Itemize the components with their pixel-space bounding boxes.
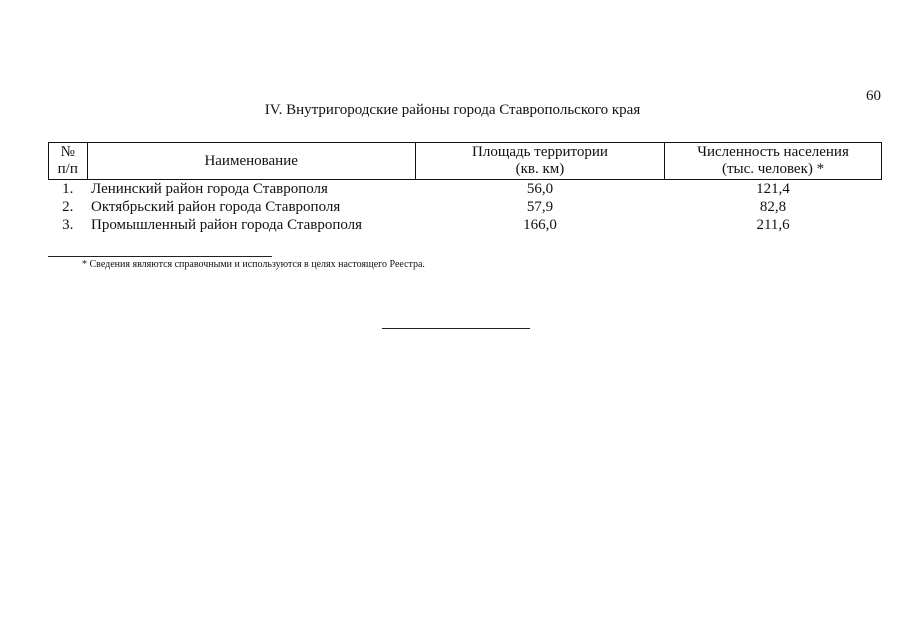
- header-number: № п/п: [49, 143, 88, 180]
- header-population: Численность населения (тыс. человек) *: [665, 143, 882, 180]
- row-name: Октябрьский район города Ставрополя: [91, 198, 341, 215]
- row-name: Промышленный район города Ставрополя: [91, 216, 363, 233]
- row-number: 3.: [62, 216, 74, 233]
- section-end-divider: [382, 328, 530, 329]
- page-title: IV. Внутригородские районы города Ставропольского края: [264, 102, 641, 118]
- row-name: Ленинский район города Ставрополя: [91, 180, 328, 197]
- header-area: Площадь территории (кв. км): [415, 143, 664, 180]
- page-number: 60: [866, 88, 881, 104]
- row-population: 211,6: [756, 216, 790, 233]
- row-population: 121,4: [756, 180, 790, 197]
- table-row: [49, 198, 882, 216]
- row-number: 1.: [62, 180, 74, 197]
- table-row: [49, 180, 882, 199]
- footnote: * Сведения являются справочными и используются в целях настоящего Реестра.: [82, 259, 425, 270]
- row-number: 2.: [62, 198, 74, 215]
- row-area: 56,0: [526, 180, 554, 197]
- districts-table: [48, 142, 882, 234]
- footnote-divider: [48, 256, 272, 257]
- header-name: Наименование: [87, 143, 415, 180]
- row-area: 57,9: [526, 198, 554, 215]
- row-population: 82,8: [759, 198, 787, 215]
- table-header-row: [49, 143, 882, 180]
- table-row: [49, 216, 882, 234]
- row-area: 166,0: [523, 216, 557, 233]
